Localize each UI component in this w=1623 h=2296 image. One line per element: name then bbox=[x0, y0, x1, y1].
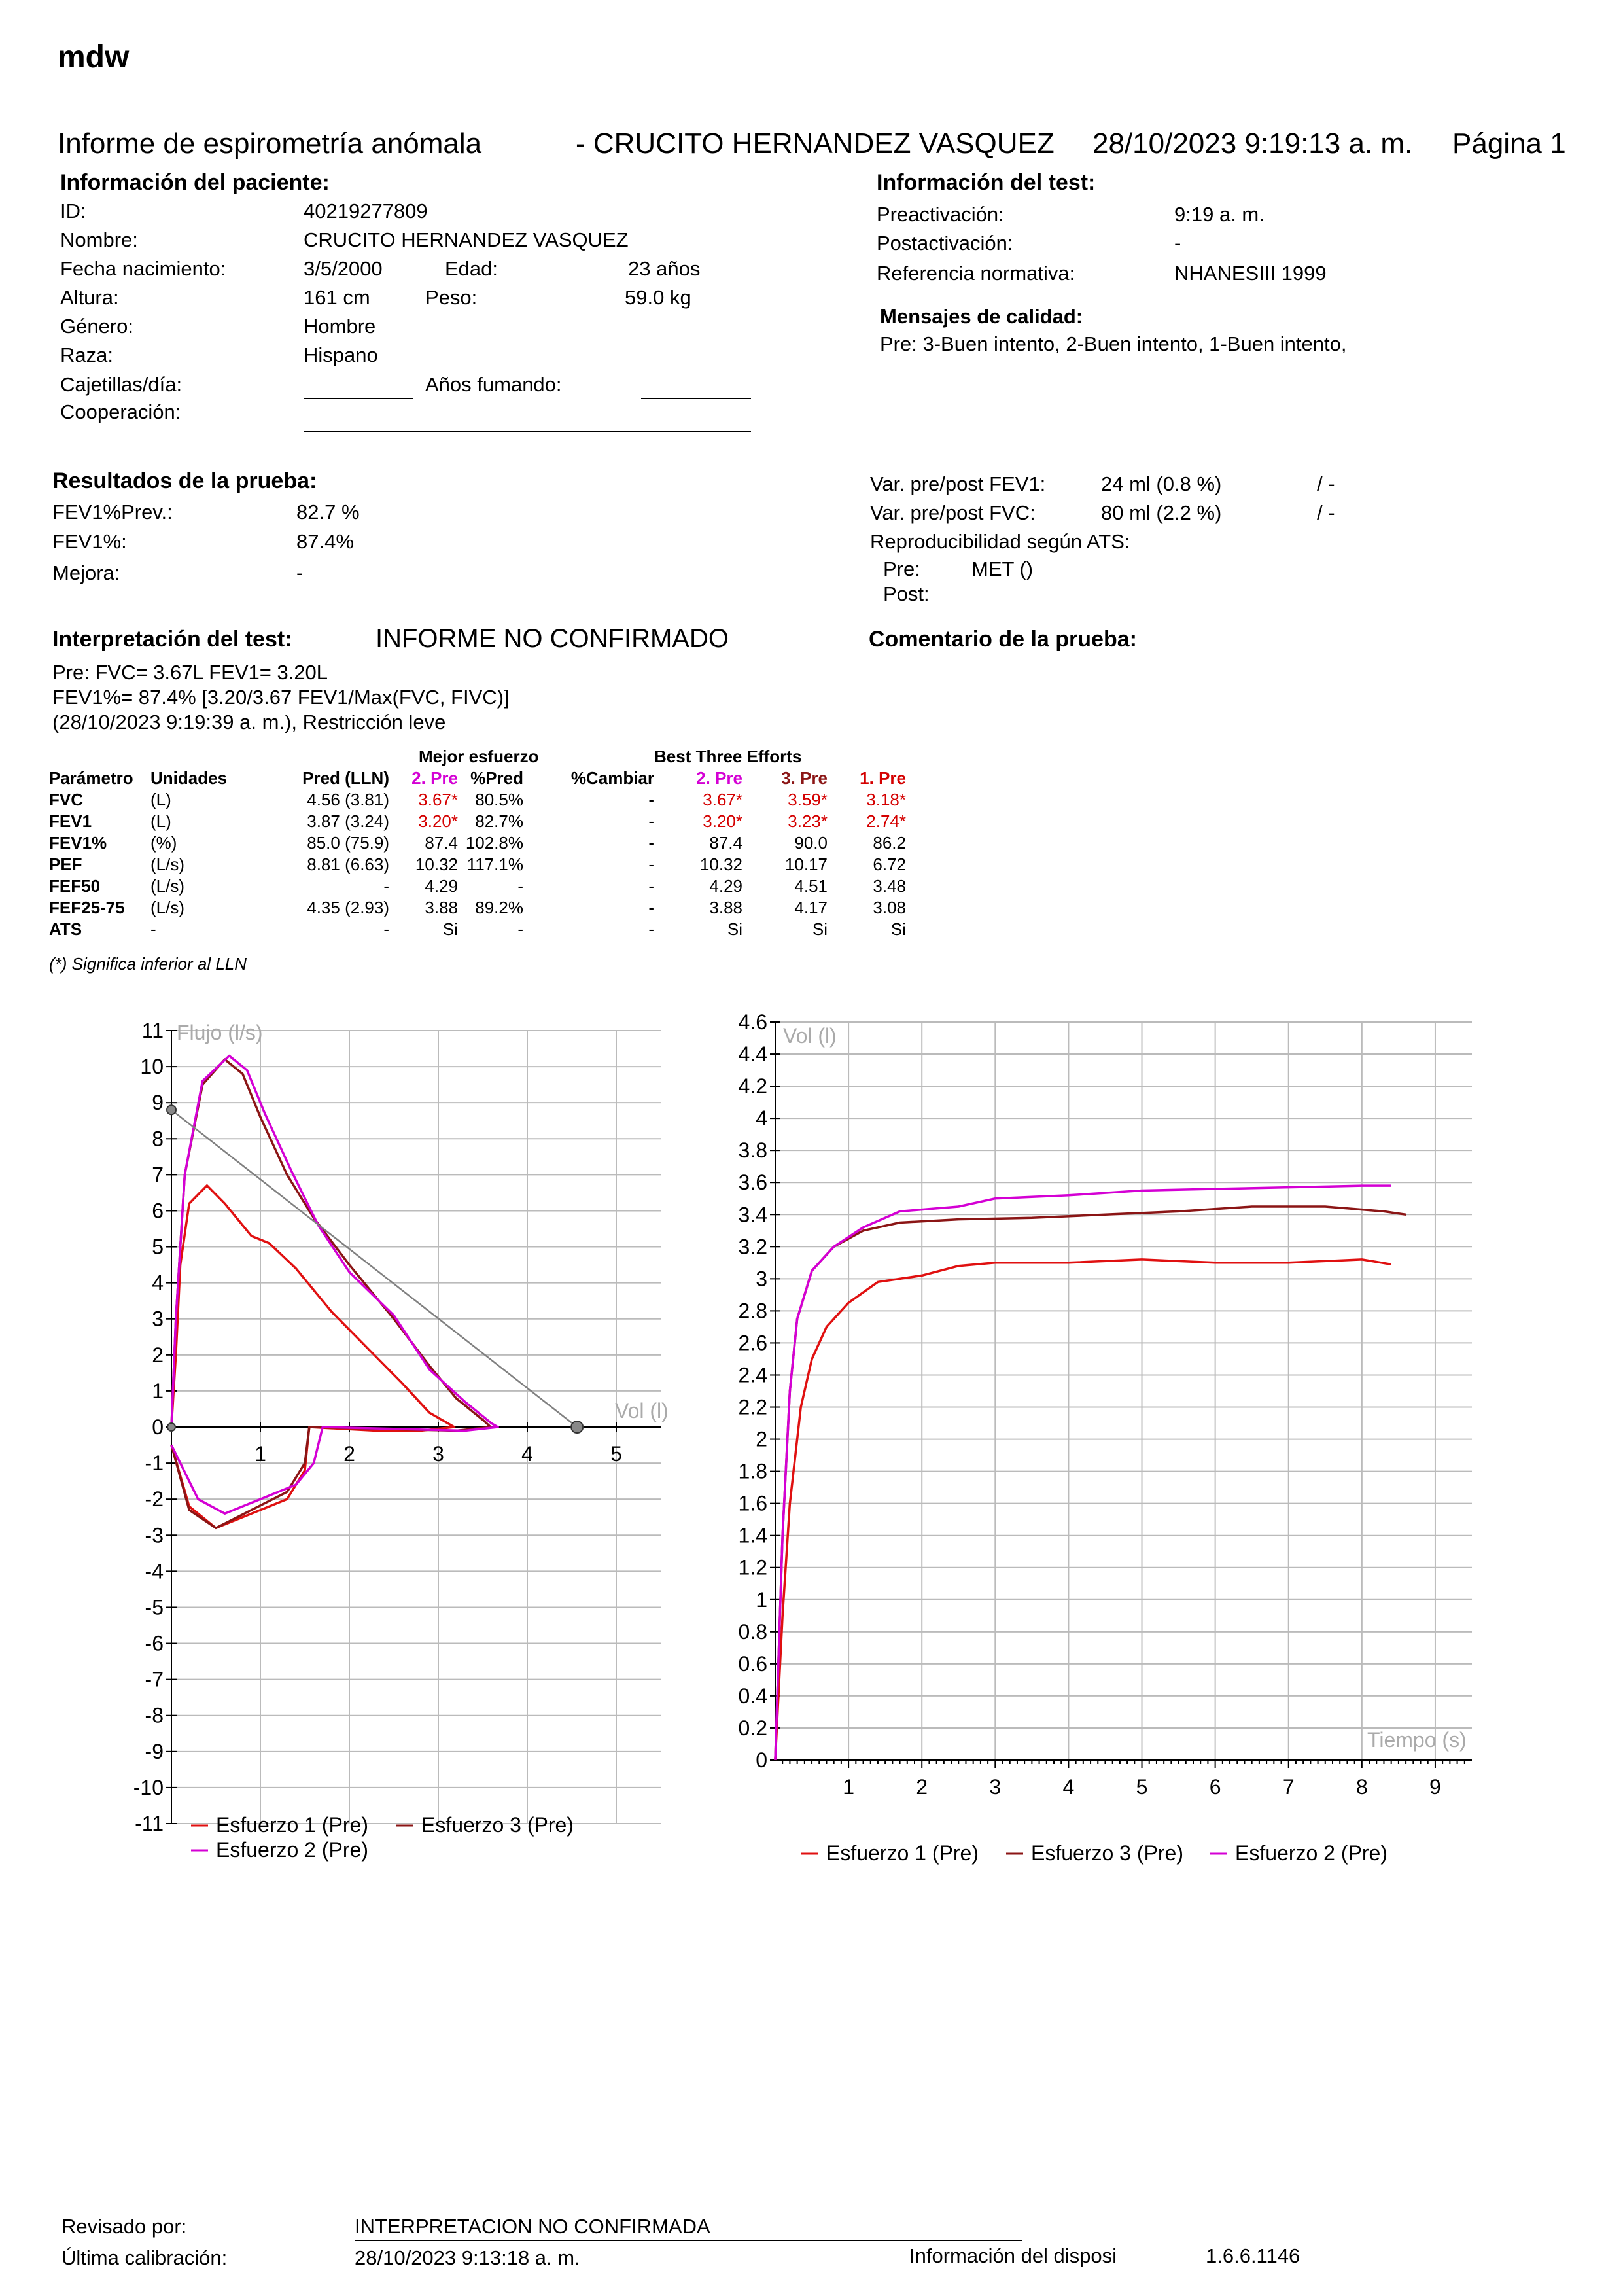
group-best-effort: Mejor esfuerzo bbox=[419, 747, 539, 766]
legend-label: Esfuerzo 2 (Pre) bbox=[1235, 1841, 1387, 1865]
x-tick-label: 2 bbox=[343, 1442, 355, 1466]
legend-label: Esfuerzo 3 (Pre) bbox=[1031, 1841, 1183, 1865]
series-line bbox=[171, 1186, 455, 1528]
param-pct-change: - bbox=[648, 855, 654, 874]
var-fvc-value: 80 ml (2.2 %) bbox=[1101, 501, 1222, 524]
y-tick-label: -4 bbox=[145, 1559, 164, 1583]
param-effort-1: 86.2 bbox=[873, 833, 906, 853]
fev1pct-value: 87.4% bbox=[296, 530, 354, 553]
y-tick-label: -8 bbox=[145, 1703, 164, 1727]
results-heading: Resultados de la prueba: bbox=[52, 468, 317, 493]
param-pct-change: - bbox=[648, 898, 654, 917]
device-value: 1.6.6.1146 bbox=[1206, 2244, 1300, 2267]
group-best-three: Best Three Efforts bbox=[654, 747, 802, 766]
param-best: 10.32 bbox=[415, 855, 458, 874]
y-tick-label: 3 bbox=[152, 1307, 164, 1331]
series-line bbox=[775, 1207, 1406, 1760]
param-best: 3.20* bbox=[418, 811, 458, 831]
dob-value: 3/5/2000 bbox=[304, 257, 383, 280]
quality-value: Pre: 3-Buen intento, 2-Buen intento, 1-Buen intento, bbox=[880, 332, 1347, 355]
param-name: FVC bbox=[49, 790, 83, 809]
id-label: ID: bbox=[60, 200, 86, 222]
height-value: 161 cm bbox=[304, 286, 370, 309]
param-units: (%) bbox=[150, 833, 177, 853]
mejora-value: - bbox=[296, 561, 304, 584]
x-tick-label: 1 bbox=[254, 1442, 266, 1466]
calibration-label: Última calibración: bbox=[61, 2246, 228, 2269]
header-units: Unidades bbox=[150, 768, 228, 788]
y-tick-label: 11 bbox=[141, 1019, 164, 1042]
param-name: ATS bbox=[49, 919, 82, 939]
table-note: (*) Significa inferior al LLN bbox=[49, 954, 247, 974]
gender-value: Hombre bbox=[304, 315, 376, 338]
legend-label: Esfuerzo 1 (Pre) bbox=[216, 1813, 368, 1837]
device-label: Información del disposi bbox=[909, 2244, 1117, 2267]
y-tick-label: 3.2 bbox=[738, 1235, 767, 1259]
gender-label: Género: bbox=[60, 315, 134, 338]
param-name: FEF25-75 bbox=[49, 898, 125, 917]
param-units: (L) bbox=[150, 811, 171, 831]
y-tick-label: 2.8 bbox=[738, 1299, 767, 1323]
param-pct-pred: - bbox=[517, 919, 523, 939]
param-name: FEF50 bbox=[49, 876, 101, 896]
mejora-label: Mejora: bbox=[52, 561, 120, 584]
param-effort-3: 3.23* bbox=[788, 811, 828, 831]
y-tick-label: 0.2 bbox=[738, 1716, 767, 1740]
var-fvc-label: Var. pre/post FVC: bbox=[870, 501, 1036, 524]
y-tick-label: -3 bbox=[145, 1523, 164, 1547]
param-effort-3: 10.17 bbox=[784, 855, 828, 874]
id-value: 40219277809 bbox=[304, 200, 428, 222]
param-name: FEV1% bbox=[49, 833, 107, 853]
param-name: PEF bbox=[49, 855, 82, 874]
y-tick-label: 2 bbox=[152, 1343, 164, 1367]
x-tick-label: 3 bbox=[989, 1775, 1002, 1799]
var-fvc-extra: / - bbox=[1317, 501, 1335, 524]
param-effort-1: 2.74* bbox=[866, 811, 906, 831]
param-best: Si bbox=[442, 919, 458, 939]
predicted-line bbox=[171, 1110, 577, 1427]
header-effort-1: 1. Pre bbox=[860, 768, 906, 788]
y-tick-label: -1 bbox=[145, 1451, 164, 1475]
header-pred: Pred (LLN) bbox=[302, 768, 389, 788]
param-pred: 4.56 (3.81) bbox=[307, 790, 389, 809]
predicted-pef-marker bbox=[167, 1105, 176, 1114]
y-tick-label: 6 bbox=[152, 1199, 164, 1223]
reference-value: NHANESIII 1999 bbox=[1174, 262, 1327, 285]
legend-label: Esfuerzo 1 (Pre) bbox=[826, 1841, 979, 1865]
header-parameter: Parámetro bbox=[49, 768, 133, 788]
x-axis-label: Vol (l) bbox=[615, 1399, 669, 1422]
var-fev1-label: Var. pre/post FEV1: bbox=[870, 472, 1046, 495]
y-tick-label: 4.6 bbox=[738, 1010, 767, 1034]
param-effort-2: 4.29 bbox=[709, 876, 742, 896]
y-tick-label: -2 bbox=[145, 1487, 164, 1511]
param-effort-2: 3.67* bbox=[703, 790, 742, 809]
y-axis-label: Flujo (l/s) bbox=[177, 1021, 263, 1044]
y-tick-label: 4.4 bbox=[738, 1042, 767, 1067]
comment-heading: Comentario de la prueba: bbox=[869, 627, 1137, 652]
legend-label: Esfuerzo 3 (Pre) bbox=[421, 1813, 574, 1837]
y-tick-label: 1.6 bbox=[738, 1491, 767, 1515]
y-tick-label: 2.2 bbox=[738, 1395, 767, 1419]
weight-label: Peso: bbox=[425, 286, 478, 309]
series-line bbox=[775, 1186, 1391, 1760]
y-tick-label: 9 bbox=[152, 1091, 164, 1115]
y-tick-label: 0.6 bbox=[738, 1651, 767, 1676]
param-pct-pred: 89.2% bbox=[475, 898, 523, 917]
y-tick-label: 1.4 bbox=[738, 1523, 767, 1547]
param-effort-1: 3.08 bbox=[873, 898, 906, 917]
param-effort-2: 87.4 bbox=[709, 833, 742, 853]
age-value: 23 años bbox=[628, 257, 701, 280]
param-best: 87.4 bbox=[425, 833, 458, 853]
param-effort-1: 3.48 bbox=[873, 876, 906, 896]
param-best: 4.29 bbox=[425, 876, 458, 896]
y-tick-label: 3.6 bbox=[738, 1171, 767, 1195]
y-tick-label: -7 bbox=[145, 1667, 164, 1691]
x-tick-label: 3 bbox=[432, 1442, 444, 1466]
reviewed-label: Revisado por: bbox=[61, 2215, 187, 2238]
param-best: 3.88 bbox=[425, 898, 458, 917]
interpretation-line-1: Pre: FVC= 3.67L FEV1= 3.20L bbox=[52, 661, 328, 684]
y-tick-label: -5 bbox=[145, 1595, 164, 1619]
y-tick-label: 2.6 bbox=[738, 1331, 767, 1355]
x-tick-label: 8 bbox=[1355, 1775, 1368, 1799]
fev1prev-label: FEV1%Prev.: bbox=[52, 501, 173, 523]
y-tick-label: 0.8 bbox=[738, 1619, 767, 1644]
param-effort-1: 3.18* bbox=[866, 790, 906, 809]
postactivation-label: Postactivación: bbox=[877, 232, 1013, 255]
preactivation-label: Preactivación: bbox=[877, 203, 1004, 226]
brand-logo: mdw bbox=[58, 40, 130, 75]
param-units: - bbox=[150, 919, 156, 939]
origin-marker bbox=[167, 1423, 175, 1431]
interpretation-line-2: FEV1%= 87.4% [3.20/3.67 FEV1/Max(FVC, FIVC)] bbox=[52, 686, 510, 709]
param-units: (L/s) bbox=[150, 876, 184, 896]
param-pct-pred: 102.8% bbox=[465, 833, 523, 853]
y-tick-label: 8 bbox=[152, 1127, 164, 1151]
x-tick-label: 2 bbox=[916, 1775, 928, 1799]
header-effort-2: 2. Pre bbox=[696, 768, 742, 788]
x-tick-label: 1 bbox=[843, 1775, 855, 1799]
param-effort-3: 90.0 bbox=[794, 833, 828, 853]
param-pred: 8.81 (6.63) bbox=[307, 855, 389, 874]
predicted-fvc-marker bbox=[571, 1421, 583, 1433]
param-pred: 4.35 (2.93) bbox=[307, 898, 389, 917]
y-axis-label: Vol (l) bbox=[783, 1024, 837, 1048]
y-tick-label: 2 bbox=[756, 1427, 767, 1451]
param-effort-1: 6.72 bbox=[873, 855, 906, 874]
fev1prev-value: 82.7 % bbox=[296, 501, 360, 523]
postactivation-value: - bbox=[1174, 232, 1181, 255]
y-tick-label: -11 bbox=[135, 1812, 164, 1835]
x-axis-label: Tiempo (s) bbox=[1367, 1728, 1467, 1752]
param-effort-2: 10.32 bbox=[699, 855, 742, 874]
race-value: Hispano bbox=[304, 344, 378, 366]
param-effort-3: 4.17 bbox=[794, 898, 828, 917]
y-tick-label: 0.4 bbox=[738, 1684, 767, 1708]
y-tick-label: 10 bbox=[140, 1055, 164, 1079]
height-label: Altura: bbox=[60, 286, 119, 309]
weight-value: 59.0 kg bbox=[625, 286, 691, 309]
cigarettes-label: Cajetillas/día: bbox=[60, 373, 183, 396]
param-pct-change: - bbox=[648, 876, 654, 896]
header-pct-pred: %Pred bbox=[470, 768, 523, 788]
y-tick-label: 0 bbox=[152, 1415, 164, 1439]
param-pred: - bbox=[383, 876, 389, 896]
repro-pre-value: MET () bbox=[971, 557, 1034, 580]
param-pct-change: - bbox=[648, 790, 654, 809]
fev1pct-label: FEV1%: bbox=[52, 530, 127, 553]
reference-label: Referencia normativa: bbox=[877, 262, 1075, 285]
preactivation-value: 9:19 a. m. bbox=[1174, 203, 1265, 226]
param-effort-2: 3.20* bbox=[703, 811, 742, 831]
age-label: Edad: bbox=[445, 257, 498, 280]
param-pct-change: - bbox=[648, 811, 654, 831]
report-datetime: 28/10/2023 9:19:13 a. m. bbox=[1092, 128, 1413, 160]
param-effort-1: Si bbox=[890, 919, 906, 939]
x-tick-label: 7 bbox=[1282, 1775, 1295, 1799]
x-tick-label: 6 bbox=[1209, 1775, 1221, 1799]
reviewed-underline bbox=[355, 2215, 1022, 2241]
header-best-pre: 2. Pre bbox=[411, 768, 458, 788]
x-tick-label: 4 bbox=[521, 1442, 533, 1466]
y-tick-label: 3.8 bbox=[738, 1139, 767, 1163]
param-name: FEV1 bbox=[49, 811, 92, 831]
param-effort-3: 4.51 bbox=[794, 876, 828, 896]
x-tick-label: 4 bbox=[1062, 1775, 1075, 1799]
y-tick-label: -9 bbox=[145, 1739, 164, 1763]
repro-pre-label: Pre: bbox=[883, 557, 920, 580]
y-tick-label: 1 bbox=[152, 1379, 164, 1403]
report-title: Informe de espirometría anómala bbox=[58, 128, 482, 160]
race-label: Raza: bbox=[60, 344, 113, 366]
y-tick-label: 1.2 bbox=[738, 1555, 767, 1580]
cooperation-label: Cooperación: bbox=[60, 400, 181, 423]
y-tick-label: 4.2 bbox=[738, 1074, 767, 1099]
param-pred: 3.87 (3.24) bbox=[307, 811, 389, 831]
reproducibility-label: Reproducibilidad según ATS: bbox=[870, 530, 1130, 553]
y-tick-label: 2.4 bbox=[738, 1363, 767, 1387]
x-tick-label: 5 bbox=[610, 1442, 622, 1466]
param-effort-3: Si bbox=[812, 919, 828, 939]
y-tick-label: -10 bbox=[133, 1775, 164, 1799]
param-pct-pred: - bbox=[517, 876, 523, 896]
y-tick-label: 5 bbox=[152, 1235, 164, 1259]
report-patient-name: - CRUCITO HERNANDEZ VASQUEZ bbox=[576, 128, 1055, 160]
var-fev1-value: 24 ml (0.8 %) bbox=[1101, 472, 1222, 495]
legend-label: Esfuerzo 2 (Pre) bbox=[216, 1838, 368, 1862]
param-units: (L) bbox=[150, 790, 171, 809]
calibration-value: 28/10/2023 9:13:18 a. m. bbox=[355, 2246, 580, 2269]
param-effort-3: 3.59* bbox=[788, 790, 828, 809]
flow-volume-chart bbox=[166, 1031, 661, 1850]
y-tick-label: 4 bbox=[756, 1106, 767, 1131]
series-line bbox=[171, 1056, 498, 1514]
interpretation-heading: Interpretación del test: bbox=[52, 627, 292, 652]
y-tick-label: -6 bbox=[145, 1631, 164, 1655]
test-info-heading: Información del test: bbox=[877, 170, 1096, 195]
param-units: (L/s) bbox=[150, 898, 184, 917]
dob-label: Fecha nacimiento: bbox=[60, 257, 226, 280]
y-tick-label: 1.8 bbox=[738, 1459, 767, 1483]
interpretation-line-3: (28/10/2023 9:19:39 a. m.), Restricción leve bbox=[52, 711, 446, 733]
y-tick-label: 0 bbox=[756, 1748, 767, 1772]
param-pct-change: - bbox=[648, 833, 654, 853]
y-tick-label: 7 bbox=[152, 1163, 164, 1187]
param-effort-2: 3.88 bbox=[709, 898, 742, 917]
y-tick-label: 4 bbox=[152, 1271, 164, 1295]
repro-post-label: Post: bbox=[883, 582, 930, 605]
y-tick-label: 3.4 bbox=[738, 1203, 767, 1227]
param-pred: 85.0 (75.9) bbox=[307, 833, 389, 853]
header-pct-change: %Cambiar bbox=[570, 768, 654, 788]
interpretation-status: INFORME NO CONFIRMADO bbox=[375, 624, 729, 653]
y-tick-label: 1 bbox=[756, 1587, 767, 1612]
y-tick-label: 3 bbox=[756, 1267, 767, 1291]
header-effort-3: 3. Pre bbox=[781, 768, 828, 788]
param-best: 3.67* bbox=[418, 790, 458, 809]
name-value: CRUCITO HERNANDEZ VASQUEZ bbox=[304, 228, 629, 251]
series-line bbox=[775, 1260, 1391, 1760]
patient-info-heading: Información del paciente: bbox=[60, 170, 330, 195]
reviewed-value: INTERPRETACION NO CONFIRMADA bbox=[355, 2215, 710, 2238]
x-tick-label: 5 bbox=[1136, 1775, 1148, 1799]
name-label: Nombre: bbox=[60, 228, 138, 251]
param-pct-pred: 82.7% bbox=[475, 811, 523, 831]
years-smoking-label: Años fumando: bbox=[425, 373, 562, 396]
var-fev1-extra: / - bbox=[1317, 472, 1335, 495]
x-tick-label: 9 bbox=[1429, 1775, 1441, 1799]
param-units: (L/s) bbox=[150, 855, 184, 874]
quality-heading: Mensajes de calidad: bbox=[880, 305, 1083, 328]
param-effort-2: Si bbox=[727, 919, 742, 939]
param-pct-change: - bbox=[648, 919, 654, 939]
param-pred: - bbox=[383, 919, 389, 939]
param-pct-pred: 80.5% bbox=[475, 790, 523, 809]
param-pct-pred: 117.1% bbox=[466, 855, 523, 874]
page-number: Página 1 bbox=[1452, 128, 1566, 160]
